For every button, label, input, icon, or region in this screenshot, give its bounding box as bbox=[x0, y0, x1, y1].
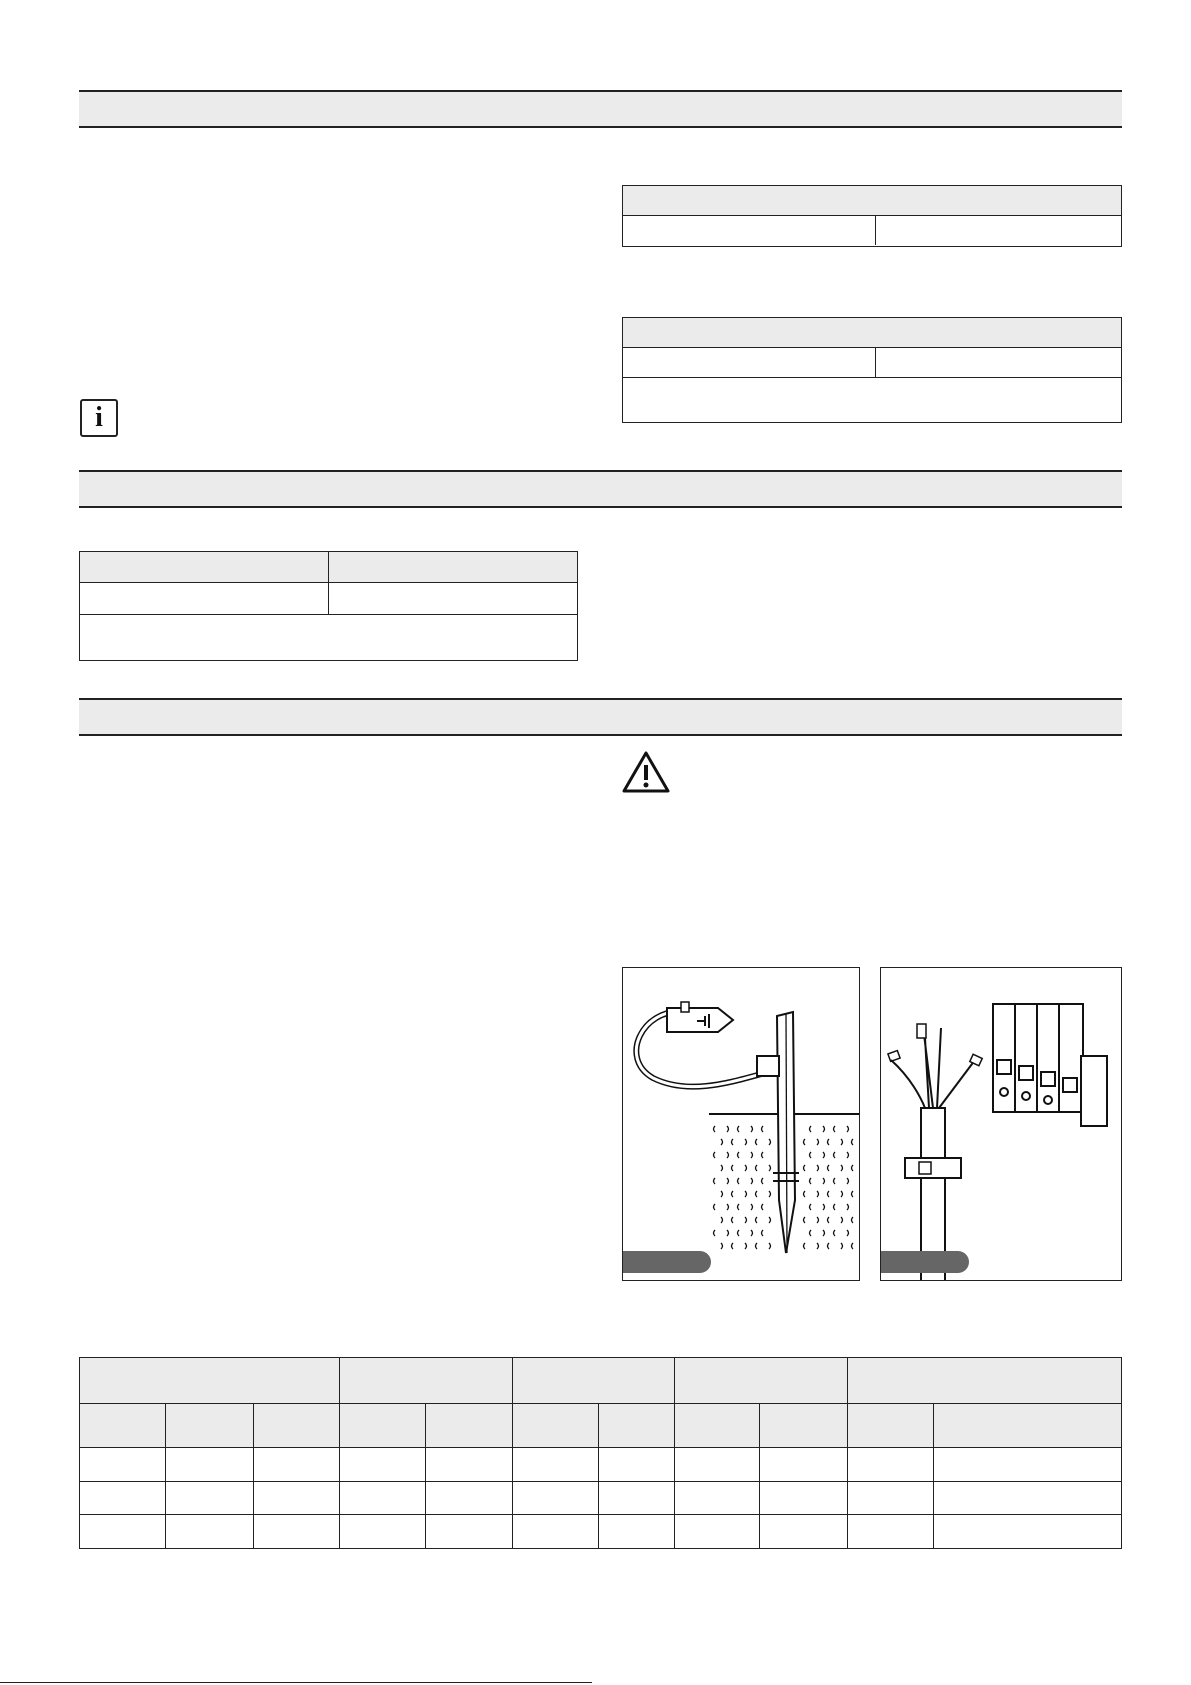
table-cell bbox=[80, 1515, 166, 1549]
table-cell bbox=[426, 1481, 512, 1515]
group-header bbox=[675, 1358, 848, 1404]
table-cell bbox=[339, 1481, 425, 1515]
info-icon: i bbox=[80, 399, 118, 437]
table-cell bbox=[934, 1515, 1122, 1549]
section-1-header bbox=[79, 90, 1122, 128]
table-cell bbox=[598, 1448, 674, 1482]
table-cell bbox=[80, 1448, 166, 1482]
footer-text bbox=[610, 1668, 1010, 1674]
section-3-title bbox=[79, 700, 1122, 712]
table-cell bbox=[80, 1481, 166, 1515]
table-cell bbox=[598, 1515, 674, 1549]
table-cell bbox=[934, 1481, 1122, 1515]
sub-header bbox=[847, 1404, 933, 1448]
table-cell bbox=[847, 1515, 933, 1549]
table-cell bbox=[253, 1481, 339, 1515]
table-row bbox=[80, 1448, 1122, 1482]
group-header bbox=[847, 1358, 1121, 1404]
table-cell bbox=[759, 1515, 847, 1549]
table-cell bbox=[166, 1515, 253, 1549]
warning-text bbox=[680, 760, 1120, 766]
table-cell bbox=[675, 1481, 759, 1515]
table-cell bbox=[675, 1448, 759, 1482]
table-cell bbox=[339, 1448, 425, 1482]
sub-header bbox=[512, 1404, 598, 1448]
table-a-header bbox=[623, 186, 1121, 216]
table-b-cell bbox=[623, 348, 876, 377]
table-cell bbox=[253, 1515, 339, 1549]
table-cell bbox=[426, 1515, 512, 1549]
table-cell bbox=[339, 1515, 425, 1549]
figure-1-label bbox=[623, 1251, 711, 1273]
terminal-block-illustration bbox=[881, 968, 1122, 1281]
table-cell bbox=[512, 1481, 598, 1515]
section-2-table-header bbox=[80, 552, 329, 582]
table-cell bbox=[759, 1448, 847, 1482]
table-row bbox=[80, 1515, 1122, 1549]
table-cell bbox=[847, 1481, 933, 1515]
sub-header bbox=[934, 1404, 1122, 1448]
table-a bbox=[622, 185, 1122, 247]
table-cell bbox=[166, 1448, 253, 1482]
section-2-table-header bbox=[329, 552, 577, 582]
section-2-title bbox=[79, 472, 1122, 484]
table-b-cell bbox=[876, 348, 1121, 377]
section-2-table-cell bbox=[329, 583, 577, 614]
sub-header bbox=[253, 1404, 339, 1448]
section-3-header bbox=[79, 698, 1122, 736]
table-cell bbox=[847, 1448, 933, 1482]
sub-header bbox=[675, 1404, 759, 1448]
group-header bbox=[339, 1358, 512, 1404]
section-2-table bbox=[79, 551, 578, 661]
table-cell bbox=[166, 1481, 253, 1515]
bottom-table bbox=[79, 1357, 1122, 1549]
table-cell bbox=[934, 1448, 1122, 1482]
sub-header bbox=[759, 1404, 847, 1448]
table-b-header bbox=[623, 318, 1121, 348]
sub-header bbox=[166, 1404, 253, 1448]
figure-grounding-spike bbox=[622, 967, 860, 1281]
group-header bbox=[80, 1358, 340, 1404]
sub-header bbox=[426, 1404, 512, 1448]
section-2-table-note bbox=[80, 615, 577, 665]
table-a-cell bbox=[876, 216, 1121, 245]
footer-rule bbox=[0, 1682, 592, 1684]
sub-header bbox=[80, 1404, 166, 1448]
section-2-table-cell bbox=[80, 583, 329, 614]
table-row bbox=[80, 1481, 1122, 1515]
table-cell bbox=[598, 1481, 674, 1515]
table-b bbox=[622, 317, 1122, 423]
table-cell bbox=[759, 1481, 847, 1515]
figure-terminal-block bbox=[880, 967, 1122, 1281]
table-cell bbox=[253, 1448, 339, 1482]
table-b-note bbox=[623, 378, 1121, 427]
table-a-cell bbox=[623, 216, 876, 245]
warning-icon bbox=[621, 750, 671, 794]
section-1-title bbox=[79, 92, 1122, 104]
figure-2-label bbox=[881, 1251, 969, 1273]
table-cell bbox=[426, 1448, 512, 1482]
section-2-header bbox=[79, 470, 1122, 508]
group-header bbox=[512, 1358, 675, 1404]
grounding-spike-illustration bbox=[623, 968, 860, 1281]
info-text bbox=[128, 405, 588, 411]
table-cell bbox=[512, 1515, 598, 1549]
table-cell bbox=[512, 1448, 598, 1482]
sub-header bbox=[598, 1404, 674, 1448]
table-cell bbox=[675, 1515, 759, 1549]
sub-header bbox=[339, 1404, 425, 1448]
